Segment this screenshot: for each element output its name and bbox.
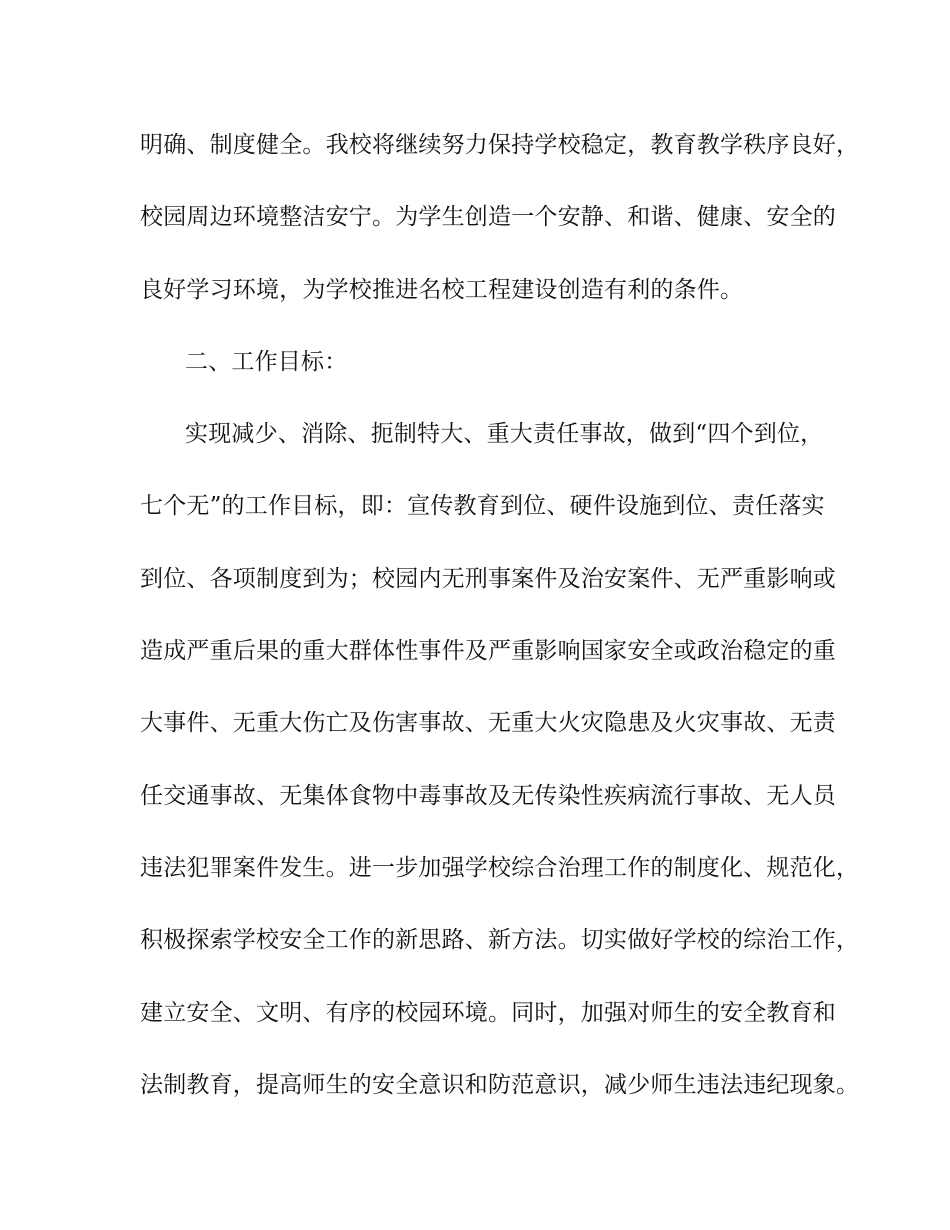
paragraph-line: 建立安全、文明、有序的校园环境。同时，加强对师生的安全教育和 [140,1000,836,1026]
paragraph-line: 七个无”的工作目标，即：宣传教育到位、硬件设施到位、责任落实 [140,493,825,519]
section-heading: 二、工作目标： [185,349,348,375]
paragraph-line: 大事件、无重大伤亡及伤害事故、无重大火灾隐患及火灾事故、无责 [140,710,836,736]
paragraph-line: 违法犯罪案件发生。进一步加强学校综合治理工作的制度化、规范化， [140,855,860,881]
paragraph-line: 到位、各项制度到为；校园内无刑事案件及治安案件、无严重影响或 [140,566,836,592]
paragraph-line: 积极探索学校安全工作的新思路、新方法。切实做好学校的综治工作， [140,927,860,953]
paragraph-line: 造成严重后果的重大群体性事件及严重影响国家安全或政治稳定的重 [140,638,836,664]
paragraph-line: 任交通事故、无集体食物中毒事故及无传染性疾病流行事故、无人员 [140,783,836,809]
paragraph-line: 良好学习环境，为学校推进名校工程建设创造有利的条件。 [140,277,744,303]
paragraph-line: 校园周边环境整洁安宁。为学生创造一个安静、和谐、健康、安全的 [140,204,836,230]
paragraph-line: 明确、制度健全。我校将继续努力保持学校稳定，教育教学秩序良好， [140,132,860,158]
paragraph-line: 实现减少、消除、扼制特大、重大责任事故，做到“四个到位， [185,421,824,447]
paragraph-line: 法制教育，提高师生的安全意识和防范意识，减少师生违法违纪现象。 [140,1072,860,1098]
